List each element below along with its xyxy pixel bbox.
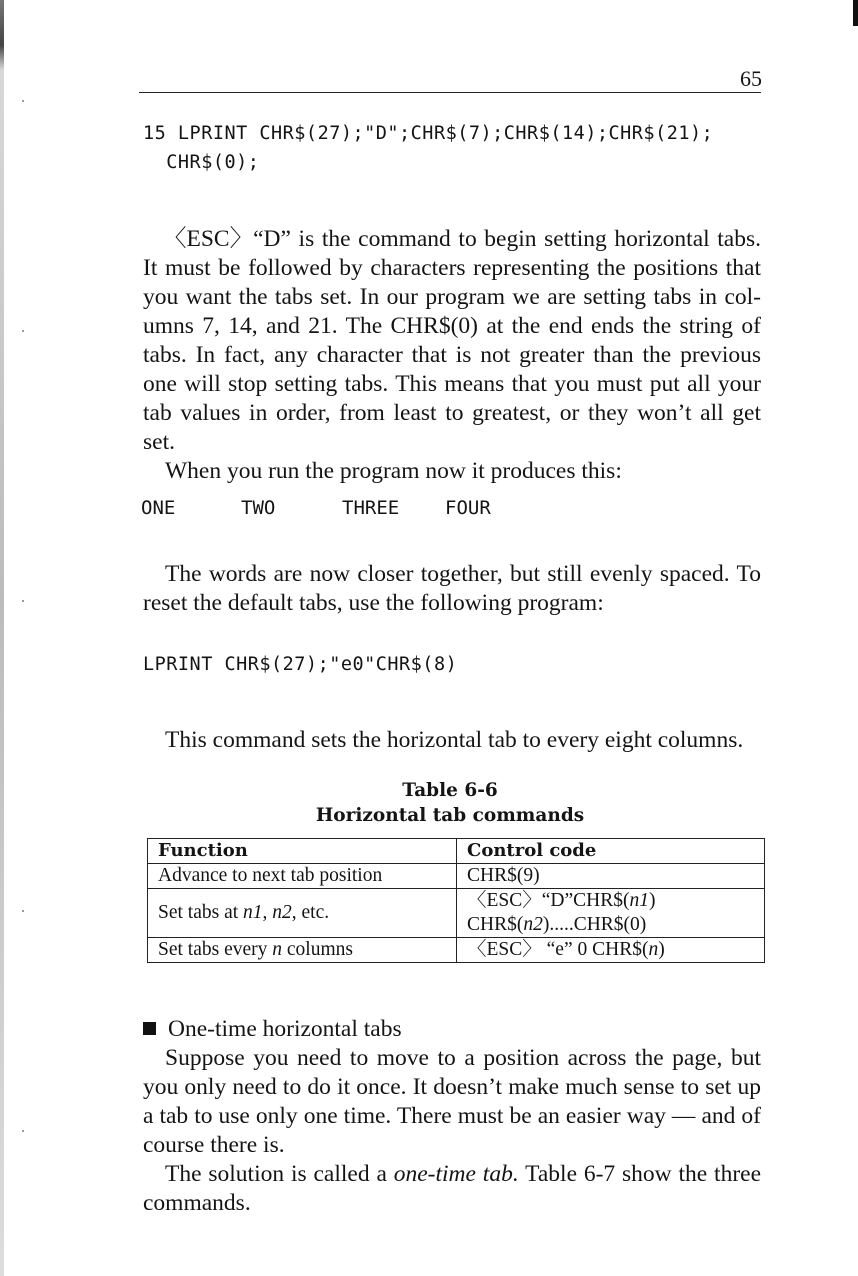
- body-text-one-time: [143, 1044, 761, 1218]
- cell-text: ,: [262, 902, 273, 923]
- table-row: [148, 864, 765, 889]
- scan-speck: [22, 100, 24, 102]
- table-header-row: [148, 839, 765, 864]
- cell-text: columns: [282, 939, 353, 960]
- table-title: Horizontal tab commands: [315, 805, 585, 826]
- table-row: [148, 889, 765, 938]
- cell-variable: n: [272, 939, 283, 960]
- output-word: FOUR: [445, 497, 491, 519]
- scan-speck: [22, 330, 24, 332]
- cell-text: 〈ESC〉“D”CHR$(: [467, 890, 630, 911]
- scan-speck: [22, 910, 24, 912]
- output-word: THREE: [342, 497, 400, 519]
- header-rule: [139, 92, 761, 93]
- table-cell-code: CHR$(9): [457, 864, 765, 889]
- cell-text: 〈ESC〉 “e” 0 CHR$(: [467, 939, 649, 960]
- cell-text: ): [649, 890, 656, 911]
- table-number: Table 6-6: [402, 780, 498, 801]
- cell-text: , etc.: [291, 902, 330, 923]
- table-row: [148, 938, 765, 963]
- cell-variable: n2: [272, 902, 292, 923]
- column-header: Function: [148, 839, 457, 864]
- paragraph-text: The solution is called a: [165, 1161, 394, 1187]
- emphasized-term: one-time tab.: [393, 1161, 519, 1187]
- code-line: 15 LPRINT CHR$(27);"D";CHR$(7);CHR$(14);CHR$(21);: [143, 123, 714, 144]
- cell-text: CHR$(: [467, 914, 524, 935]
- column-header: Control code: [457, 839, 765, 864]
- body-text-eight-columns: [143, 726, 761, 755]
- paragraph-reset: The words are now closer together, but still evenly spaced. To reset the default tabs, use the following program:: [143, 561, 761, 616]
- horizontal-tab-commands-table: [147, 838, 765, 963]
- table-cell-function: [148, 938, 457, 963]
- table-cell-function: [148, 889, 457, 938]
- cell-text: Set tabs at: [158, 902, 244, 923]
- paragraph-esc-d: 〈ESC〉“D” is the command to begin setting horizontal tabs. It must be followed by characters representing the positions that you want the tabs set. In our program we are setting tabs in col-umns 7, 14, and 21. The CHR$(0) at the end ends the string of tabs. In fact, any character that is not greater than the previous one will stop setting tabs. This means that you must put all your tab values in order, from least to greatest, or they won’t all get set.: [143, 226, 761, 455]
- code-listing-reset: [143, 650, 457, 679]
- page-number: 65: [740, 66, 762, 91]
- scan-speck: [22, 600, 24, 602]
- cell-text: ).....CHR$(0): [542, 914, 647, 935]
- paragraph-once: Suppose you need to move to a position across the page, but you only need to do it once. It doesn’t make much sense to set up a tab to use only one time. There must be an easier way — and of course there is.: [143, 1045, 761, 1158]
- scan-speck: [22, 1130, 24, 1132]
- code-line: LPRINT CHR$(27);"e0"CHR$(8): [143, 654, 458, 675]
- paragraph-solution: [143, 1160, 761, 1218]
- body-text-reset: [143, 560, 761, 618]
- section-heading-text: One-time horizontal tabs: [168, 1016, 402, 1042]
- square-bullet-icon: [143, 1022, 156, 1035]
- scan-left-edge: [0, 0, 4, 1276]
- table-cell-function: Advance to next tab position: [148, 864, 457, 889]
- cell-variable: n2: [523, 914, 543, 935]
- code-listing-tabs: [143, 119, 713, 177]
- section-heading: [143, 1015, 402, 1044]
- body-text-esc-d: [143, 225, 761, 486]
- scan-edge-mark: [853, 0, 858, 26]
- paragraph-run-program: When you run the program now it produces this:: [165, 458, 622, 484]
- cell-variable: n1: [243, 902, 263, 923]
- output-word: ONE: [141, 497, 176, 519]
- paragraph-text: Table 6-7 show the three commands.: [143, 1161, 762, 1216]
- code-line: CHR$(0);: [143, 152, 260, 173]
- table-cell-code: [457, 889, 765, 938]
- cell-variable: n: [648, 939, 659, 960]
- cell-variable: n1: [629, 890, 649, 911]
- cell-text: Set tabs every: [158, 939, 273, 960]
- output-word: TWO: [241, 497, 276, 519]
- table-cell-code: [457, 938, 765, 963]
- paragraph-eight-columns: This command sets the horizontal tab to every eight columns.: [165, 727, 744, 753]
- cell-text: ): [658, 939, 665, 960]
